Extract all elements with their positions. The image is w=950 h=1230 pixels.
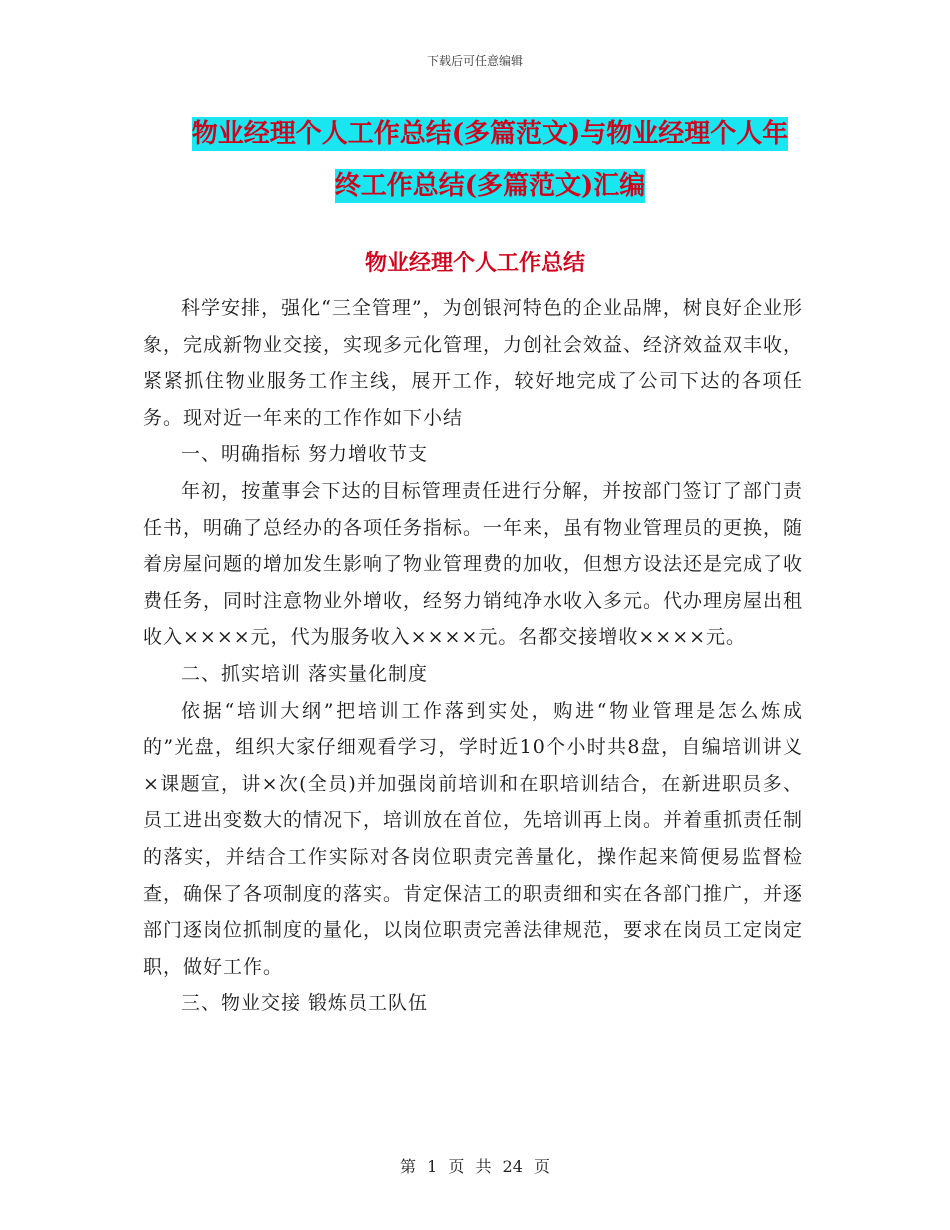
page-header-note: 下载后可任意编辑 — [426, 54, 523, 68]
paragraph-intro: 科学安排，强化“三全管理”，为创银河特色的企业品牌，树良好企业形象，完成新物业交接，实现多元化管理，力创社会效益、经济效益双丰收，紧紧抓住物业服务工作主线，展开工作，较好地完成了公司下达的各项任务。现对近一年来的工作作如下小结 — [143, 297, 804, 429]
page-number-footer: 第 1 页 共 24 页 — [400, 1157, 550, 1176]
section-title: 物业经理个人工作总结 — [364, 250, 585, 276]
paragraph-section-1: 年初，按董事会下达的目标管理责任进行分解，并按部门签订了部门责任书，明确了总经办的各项任务指标。一年来，虽有物业管理员的更换，随着房屋问题的增加发生影响了物业管理费的加收，但想方设法还是完成了收费任务，同时注意物业外增收，经努力销纯净水收入多元。代办理房屋出租收入××××元，代为服务收入××××元。名都交接增收××××元。 — [143, 479, 804, 649]
heading-section-1: 一、明确指标 努力增收节支 — [181, 443, 429, 466]
document-title — [140, 108, 840, 212]
heading-section-3: 三、物业交接 锻炼员工队伍 — [181, 992, 429, 1015]
document-title-line-2: 终工作总结(多篇范文)汇编 — [334, 171, 646, 201]
document-title-line-1: 物业经理个人工作总结(多篇范文)与物业经理个人年 — [191, 119, 789, 149]
heading-section-2: 二、抓实培训 落实量化制度 — [181, 662, 429, 685]
document-body — [143, 290, 803, 1022]
paragraph-section-2: 依据“培训大纲”把培训工作落到实处，购进“物业管理是怎么炼成的”光盘，组织大家仔细观看学习，学时近10个小时共8盘，自编培训讲义×课题宣，讲×次(全员)并加强岗前培训和在职培训结合，在新进职员多、员工进出变数大的情况下，培训放在首位，先培训再上岗。并着重抓责任制的落实，并结合工作实际对各岗位职责完善量化，操作起来简便易监督检查，确保了各项制度的落实。肯定保洁工的职责细和实在各部门推广，并逐部门逐岗位抓制度的量化，以岗位职责完善法律规范，要求在岗员工定岗定职，做好工作。 — [143, 699, 804, 978]
